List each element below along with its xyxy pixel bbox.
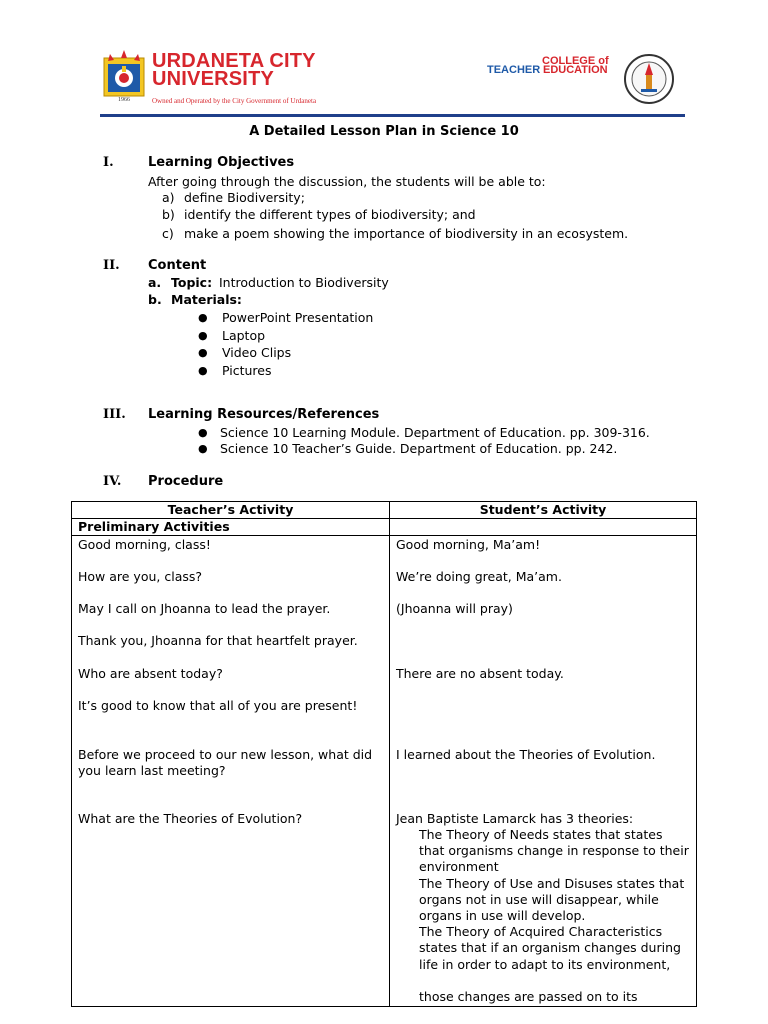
theory-line: that organisms change in response to their [419, 843, 689, 858]
theory-line: The Theory of Acquired Characteristics [419, 924, 663, 939]
student-activity-cell [390, 536, 697, 1007]
teacher-line: you learn last meeting? [78, 763, 226, 778]
section-2-numeral: II. [103, 258, 120, 273]
teacher-line: Before we proceed to our new lesson, what did [78, 747, 373, 762]
student-line: We’re doing great, Ma’am. [396, 569, 562, 584]
objectives-intro: After going through the discussion, the students will be able to: [148, 174, 546, 189]
lesson-plan-title: A Detailed Lesson Plan in Science 10 [249, 124, 519, 139]
objective-text: define Biodiversity; [184, 190, 305, 205]
bullet-icon: ● [198, 426, 208, 439]
student-line: There are no absent today. [396, 666, 564, 681]
section-3-numeral: III. [103, 407, 126, 422]
reference-item: Science 10 Learning Module. Department of Education. pp. 309-316. [220, 425, 650, 440]
material-item: Laptop [222, 328, 266, 343]
student-line: Good morning, Ma’am! [396, 537, 541, 552]
teacher-line: Who are absent today? [78, 666, 223, 681]
material-item: Video Clips [222, 345, 292, 360]
reference-item: Science 10 Teacher’s Guide. Department of Education. pp. 242. [220, 441, 618, 456]
section-1-heading: Learning Objectives [148, 155, 295, 170]
empty-cell [390, 519, 697, 536]
student-activity-header: Student’s Activity [390, 502, 697, 519]
objective-marker: a) [162, 190, 175, 205]
objective-marker: c) [162, 226, 174, 241]
teacher-line: May I call on Jhoanna to lead the prayer. [78, 601, 331, 616]
teacher-line: How are you, class? [78, 569, 203, 584]
bullet-icon: ● [198, 364, 208, 377]
theory-line: environment [419, 859, 499, 874]
section-1-numeral: I. [103, 155, 114, 170]
teacher-line: It’s good to know that all of you are present! [78, 698, 358, 713]
student-line: Jean Baptiste Lamarck has 3 theories: [396, 811, 634, 826]
section-4-heading: Procedure [148, 474, 224, 489]
section-3-heading: Learning Resources/References [148, 407, 380, 422]
material-item: PowerPoint Presentation [222, 310, 374, 325]
college-label-line1: COLLEGE of [542, 55, 609, 67]
header-divider [100, 114, 685, 117]
teacher-activity-header: Teacher’s Activity [72, 502, 390, 519]
section-2-heading: Content [148, 258, 207, 273]
university-name-line2: UNIVERSITY [152, 68, 275, 90]
university-tagline: Owned and Operated by the City Government of Urdaneta [152, 97, 317, 105]
college-label-education: EDUCATION [543, 64, 608, 76]
theory-line: The Theory of Needs states that states [419, 827, 663, 842]
bullet-icon: ● [198, 311, 208, 324]
student-line: I learned about the Theories of Evolution. [396, 747, 656, 762]
preliminary-activities-label: Preliminary Activities [72, 519, 390, 536]
bullet-icon: ● [198, 346, 208, 359]
topic-value: Introduction to Biodiversity [219, 275, 389, 290]
topic-marker: a. [148, 275, 162, 290]
topic-label: Topic: [171, 275, 213, 290]
objective-text: make a poem showing the importance of biodiversity in an ecosystem. [184, 226, 629, 241]
teacher-activity-cell [72, 536, 390, 1007]
section-4-numeral: IV. [103, 474, 122, 489]
college-label-teacher: TEACHER [487, 64, 541, 76]
material-item: Pictures [222, 363, 272, 378]
materials-label: Materials: [171, 292, 242, 307]
theory-line: The Theory of Use and Disuses states that [419, 876, 685, 891]
theory-line: those changes are passed on to its [419, 989, 638, 1004]
objective-marker: b) [162, 207, 175, 222]
theory-line: states that if an organism changes during [419, 940, 681, 955]
teacher-line: Good morning, class! [78, 537, 211, 552]
teacher-line: Thank you, Jhoanna for that heartfelt prayer. [78, 633, 358, 648]
objective-text: identify the different types of biodiversity; and [184, 207, 476, 222]
founding-year: 1966 [118, 97, 130, 103]
university-name-line1: URDANETA CITY [152, 50, 316, 72]
bullet-icon: ● [198, 442, 208, 455]
university-seal-logo [100, 48, 148, 100]
student-line: (Jhoanna will pray) [396, 601, 513, 616]
materials-marker: b. [148, 292, 162, 307]
teacher-line: What are the Theories of Evolution? [78, 811, 303, 826]
bullet-icon: ● [198, 329, 208, 342]
theory-line: organs in use will develop. [419, 908, 586, 923]
college-seal-logo [621, 53, 677, 105]
theory-line: organs not in use will disappear, while [419, 892, 659, 907]
theory-line: life in order to adapt to its environment, [419, 957, 671, 972]
procedure-table [71, 501, 697, 1007]
